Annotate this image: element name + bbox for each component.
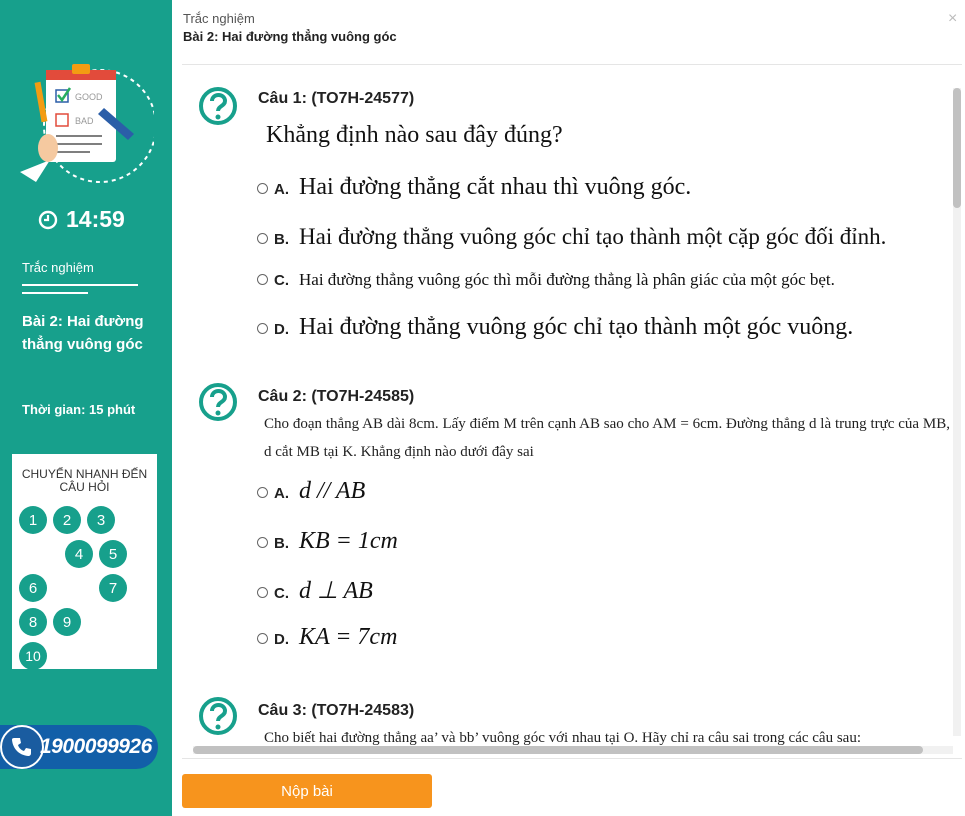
- jump-question-9[interactable]: 9: [53, 608, 81, 636]
- hotline-button[interactable]: [0, 725, 158, 769]
- radio-button[interactable]: [257, 183, 268, 194]
- jump-question-4[interactable]: 4: [65, 540, 93, 568]
- radio-button[interactable]: [257, 233, 268, 244]
- question-list: [182, 66, 952, 748]
- option-letter: B.: [274, 231, 289, 248]
- quiz-clipboard-illustration: [18, 62, 154, 192]
- radio-button[interactable]: [257, 274, 268, 285]
- option-letter: D.: [274, 631, 289, 648]
- question-mark-icon: [198, 696, 238, 736]
- jump-question-10[interactable]: 10: [19, 642, 47, 670]
- submit-button[interactable]: Nộp bài: [182, 774, 432, 808]
- phone-icon: [0, 725, 44, 769]
- option-d[interactable]: [257, 624, 397, 651]
- option-letter: C.: [274, 585, 289, 602]
- section-label: Trắc nghiệm: [22, 260, 94, 275]
- clock-icon: [38, 210, 58, 230]
- option-text: KA = 7cm: [299, 624, 398, 650]
- horizontal-scrollbar-thumb[interactable]: [193, 746, 923, 754]
- hotline-number: 1900099926: [40, 735, 152, 758]
- radio-button[interactable]: [257, 487, 268, 498]
- option-a[interactable]: [257, 478, 365, 505]
- jump-title: CHUYỂN NHANH ĐẾN CÂU HỎI: [21, 467, 148, 494]
- question-jump-panel: [12, 454, 157, 669]
- grid-spacer: [19, 540, 59, 568]
- page-title: Bài 2: Hai đường thẳng vuông góc: [183, 29, 397, 44]
- jump-question-6[interactable]: 6: [19, 574, 47, 602]
- jump-question-3[interactable]: 3: [87, 506, 115, 534]
- footer-divider: [182, 758, 962, 759]
- option-c[interactable]: [257, 270, 835, 290]
- question-number-grid: [19, 506, 155, 670]
- close-icon[interactable]: ×: [948, 10, 958, 27]
- option-letter: C.: [274, 272, 289, 289]
- option-letter: A.: [274, 485, 289, 502]
- divider: [22, 292, 88, 294]
- breadcrumb: Trắc nghiệm: [183, 11, 255, 26]
- option-letter: A.: [274, 181, 289, 198]
- option-b[interactable]: [257, 224, 886, 250]
- option-letter: D.: [274, 321, 289, 338]
- sidebar: [0, 0, 172, 816]
- good-label: GOOD: [75, 92, 103, 102]
- question-header: Câu 2: (TO7H-24585): [258, 388, 415, 405]
- option-text: Hai đường thẳng vuông góc thì mỗi đường thẳng là phân giác của một góc bẹt.: [299, 270, 835, 289]
- lesson-title: Bài 2: Hai đường thẳng vuông góc: [22, 313, 144, 353]
- countdown-timer: [38, 206, 125, 233]
- option-text: d ⊥ AB: [299, 578, 373, 604]
- option-text: KB = 1cm: [299, 528, 398, 554]
- option-text: Hai đường thẳng cắt nhau thì vuông góc.: [299, 174, 692, 200]
- option-text: d // AB: [299, 478, 366, 504]
- grid-spacer: [87, 608, 127, 636]
- option-c[interactable]: [257, 576, 373, 605]
- radio-button[interactable]: [257, 633, 268, 644]
- radio-button[interactable]: [257, 537, 268, 548]
- header-divider: [182, 64, 962, 65]
- jump-question-1[interactable]: 1: [19, 506, 47, 534]
- timer-value: 14:59: [66, 206, 125, 232]
- question-header: Câu 3: (TO7H-24583): [258, 702, 415, 719]
- option-letter: B.: [274, 535, 289, 552]
- option-text: Hai đường thẳng vuông góc chỉ tạo thành một cặp góc đối đỉnh.: [299, 224, 887, 249]
- option-b[interactable]: [257, 528, 398, 555]
- option-text: Hai đường thẳng vuông góc chỉ tạo thành một góc vuông.: [299, 314, 854, 340]
- divider: [22, 284, 138, 286]
- grid-spacer: [53, 574, 93, 602]
- radio-button[interactable]: [257, 587, 268, 598]
- question-text: Cho biết hai đường thẳng aa’ và bb’ vuông góc với nhau tại O. Hãy chỉ ra câu sai trong các câu sau:: [264, 730, 861, 746]
- question-mark-icon: [198, 382, 238, 422]
- option-a[interactable]: [257, 174, 691, 201]
- question-header: Câu 1: (TO7H-24577): [258, 90, 415, 107]
- time-limit: Thời gian: 15 phút: [22, 402, 136, 417]
- bad-label: BAD: [75, 116, 94, 126]
- jump-question-5[interactable]: 5: [99, 540, 127, 568]
- jump-question-7[interactable]: 7: [99, 574, 127, 602]
- question-text: Khẳng định nào sau đây đúng?: [266, 122, 563, 148]
- radio-button[interactable]: [257, 323, 268, 334]
- jump-question-8[interactable]: 8: [19, 608, 47, 636]
- option-d[interactable]: [257, 314, 853, 341]
- question-text: Cho đoạn thẳng AB dài 8cm. Lấy điểm M trên cạnh AB sao cho AM = 6cm. Đường thẳng d là trung trực của MB, d cắt MB tại K. Khẳng định nào dưới đây sai: [264, 416, 950, 460]
- vertical-scrollbar-thumb[interactable]: [953, 88, 961, 208]
- question-mark-icon: [198, 86, 238, 126]
- jump-question-2[interactable]: 2: [53, 506, 81, 534]
